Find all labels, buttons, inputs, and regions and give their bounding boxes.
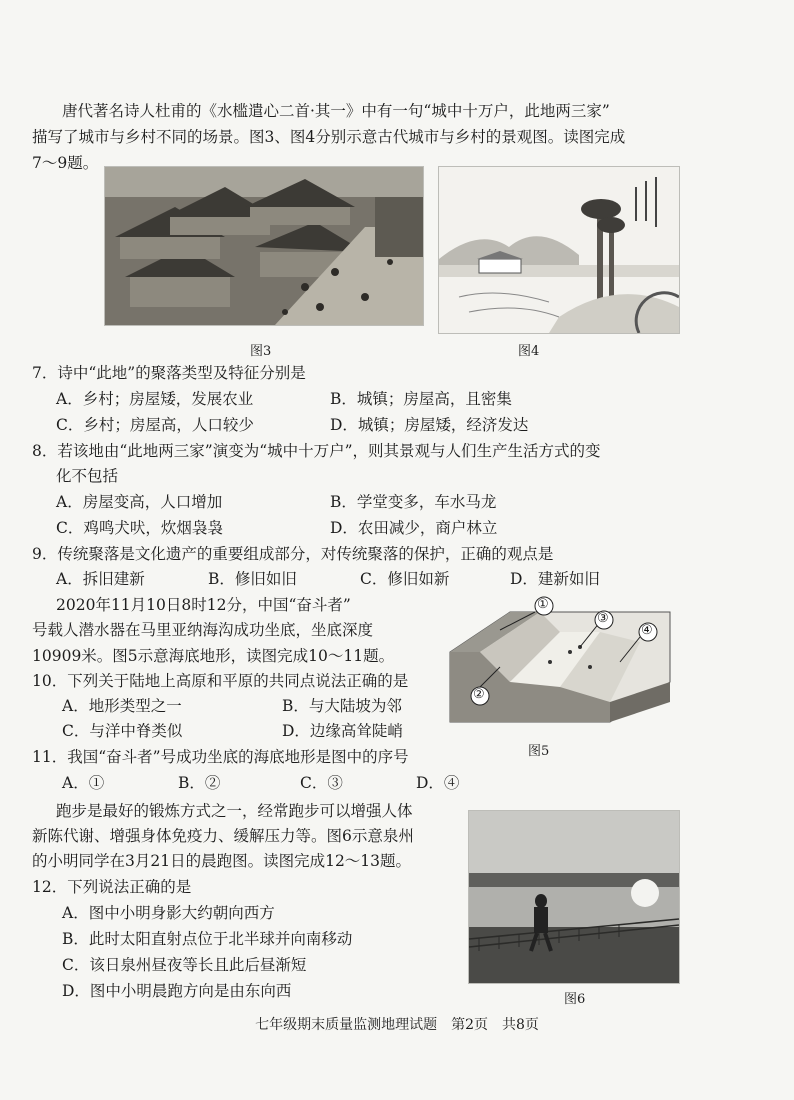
- q9-stem: 9．传统聚落是文化遗产的重要组成部分，对传统聚落的保护，正确的观点是: [32, 545, 554, 563]
- q12-stem: 12．下列说法正确的是: [32, 878, 192, 896]
- q10-option-b[interactable]: B．与大陆坡为邻: [282, 697, 402, 715]
- q7-option-b[interactable]: B．城镇；房屋高，且密集: [330, 390, 512, 408]
- figure-3-caption: 图3: [250, 344, 272, 359]
- intro3-line-3: 的小明同学在3月21日的晨跑图。读图完成12～13题。: [32, 852, 412, 870]
- intro3-line-1: 跑步是最好的锻炼方式之一，经常跑步可以增强人体: [56, 802, 413, 820]
- q10-option-c[interactable]: C．与洋中脊类似: [62, 722, 183, 740]
- q9-option-c[interactable]: C．修旧如新: [360, 570, 450, 588]
- fig5-label-4: ④: [641, 623, 653, 638]
- q9-option-d[interactable]: D．建新如旧: [510, 570, 600, 588]
- intro-line-3: 7～9题。: [32, 154, 99, 172]
- q9-option-a[interactable]: A．拆旧建新: [56, 570, 145, 588]
- intro2-line-1: 2020年11月10日8时12分，中国“奋斗者”: [56, 596, 351, 614]
- fig5-label-3: ③: [597, 611, 609, 626]
- q9-option-b[interactable]: B．修旧如旧: [208, 570, 297, 588]
- figure-4-village-image: [438, 166, 680, 334]
- q8-option-d[interactable]: D．农田减少，商户林立: [330, 519, 498, 537]
- q7-option-a[interactable]: A．乡村；房屋矮，发展农业: [56, 390, 254, 408]
- q11-option-b[interactable]: B．②: [178, 774, 221, 792]
- q7-option-c[interactable]: C．乡村；房屋高，人口较少: [56, 416, 254, 434]
- intro2-line-3: 10909米。图5示意海底地形，读图完成10～11题。: [32, 647, 395, 665]
- figure-5-caption: 图5: [528, 744, 550, 759]
- q8-option-a[interactable]: A．房屋变高，人口增加: [56, 493, 223, 511]
- q8-option-b[interactable]: B．学堂变多，车水马龙: [330, 493, 497, 511]
- figure-6-running-photo: [468, 810, 680, 984]
- figure-6-caption: 图6: [564, 992, 586, 1007]
- q11-option-d[interactable]: D．④: [416, 774, 460, 792]
- fig5-label-2: ②: [473, 687, 485, 702]
- q11-option-a[interactable]: A．①: [62, 774, 105, 792]
- figure-5-seafloor-diagram: [440, 592, 680, 732]
- q11-stem: 11．我国“奋斗者”号成功坐底的海底地形是图中的序号: [32, 748, 409, 766]
- q12-option-c[interactable]: C．该日泉州昼夜等长且此后昼渐短: [62, 956, 307, 974]
- q8-stem-line-2: 化不包括: [56, 467, 119, 485]
- intro-line-1: 唐代著名诗人杜甫的《水槛遣心二首·其一》中有一句“城中十万户，此地两三家”: [62, 102, 610, 120]
- intro2-line-2: 号载人潜水器在马里亚纳海沟成功坐底，坐底深度: [32, 621, 374, 639]
- q7-option-d[interactable]: D．城镇；房屋矮，经济发达: [330, 416, 529, 434]
- intro3-line-2: 新陈代谢、增强身体免疫力、缓解压力等。图6示意泉州: [32, 827, 414, 845]
- page-footer: 七年级期末质量监测地理试题 第2页 共8页: [255, 1017, 539, 1033]
- q11-option-c[interactable]: C．③: [300, 774, 343, 792]
- q7-stem: 7．诗中“此地”的聚落类型及特征分别是: [32, 364, 306, 382]
- q8-option-c[interactable]: C．鸡鸣犬吠，炊烟袅袅: [56, 519, 223, 537]
- intro-line-2: 描写了城市与乡村不同的场景。图3、图4分别示意古代城市与乡村的景观图。读图完成: [32, 128, 626, 146]
- q10-option-a[interactable]: A．地形类型之一: [62, 697, 182, 715]
- q12-option-a[interactable]: A．图中小明身影大约朝向西方: [62, 904, 275, 922]
- q12-option-d[interactable]: D．图中小明晨跑方向是由东向西: [62, 982, 292, 1000]
- figure-4-caption: 图4: [518, 344, 540, 359]
- q10-stem: 10．下列关于陆地上高原和平原的共同点说法正确的是: [32, 672, 409, 690]
- fig5-label-1: ①: [537, 597, 549, 612]
- q8-stem-line-1: 8．若该地由“此地两三家”演变为“城中十万户”，则其景观与人们生产生活方式的变: [32, 442, 601, 460]
- q12-option-b[interactable]: B．此时太阳直射点位于北半球并向南移动: [62, 930, 353, 948]
- q10-option-d[interactable]: D．边缘高耸陡峭: [282, 722, 403, 740]
- figure-3-city-image: [104, 166, 424, 326]
